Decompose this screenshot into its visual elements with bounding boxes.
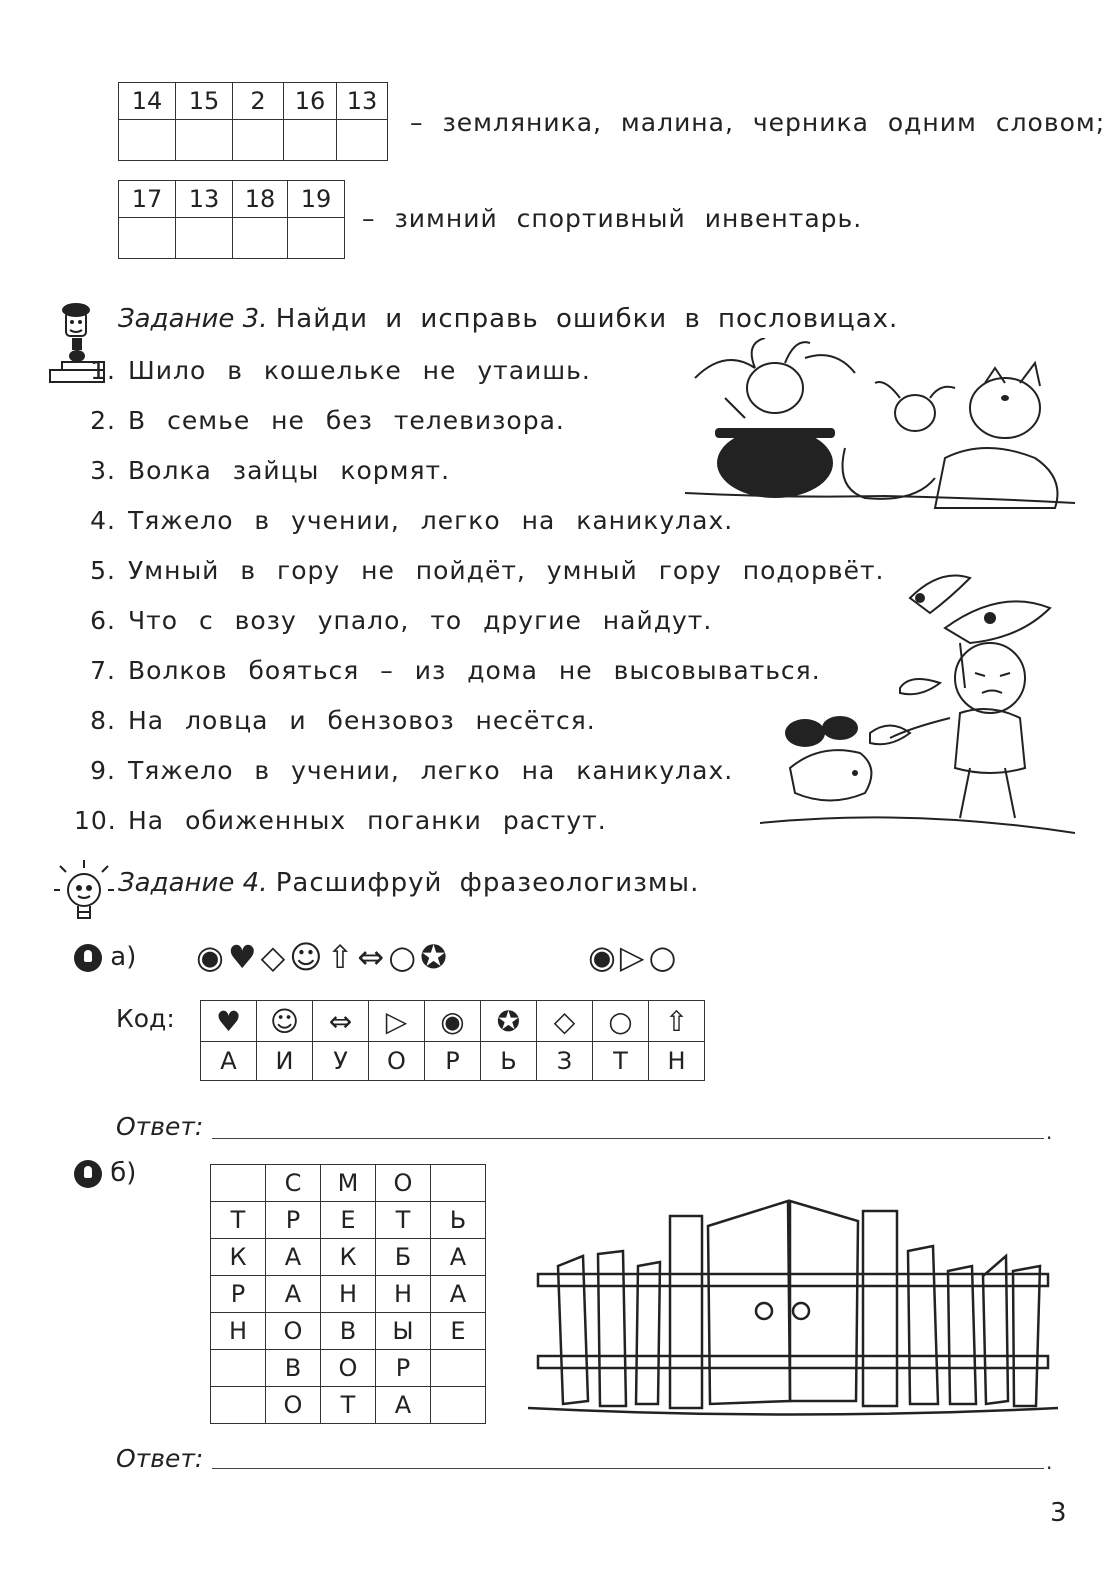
answer-line-b[interactable]: [212, 1468, 1044, 1469]
answer-cell[interactable]: [233, 120, 284, 161]
grid-cell: К: [321, 1239, 376, 1276]
code-symbol: ⇔: [313, 1001, 369, 1042]
code-symbol: ♥: [201, 1001, 257, 1042]
proverb-item: 2. В семье не без телевизора.: [90, 406, 565, 435]
clue-grid-2: [118, 180, 345, 259]
lightbulb-icon: [52, 860, 116, 940]
grid-cell: Т: [376, 1202, 431, 1239]
code-symbol: ☺: [257, 1001, 313, 1042]
proverb-item: 9. Тяжело в учении, легко на каникулах.: [90, 756, 734, 785]
answer-cell[interactable]: [119, 120, 176, 161]
clue-text-1: – земляника, малина, черника одним словом;: [410, 108, 1106, 137]
answer-line-end-dot: .: [1046, 1120, 1053, 1144]
grid-cell: [211, 1165, 266, 1202]
task4-label: Задание 4.: [118, 868, 268, 898]
clue-number: 13: [176, 181, 233, 218]
code-symbol: ◉: [425, 1001, 481, 1042]
answer-line-end-dot: .: [1046, 1450, 1053, 1474]
clue-number: 17: [119, 181, 176, 218]
grid-cell: Ы: [376, 1313, 431, 1350]
grid-cell: А: [431, 1239, 486, 1276]
clue-number: 19: [288, 181, 345, 218]
code-symbol: ✪: [481, 1001, 537, 1042]
grid-cell: [431, 1165, 486, 1202]
boy-mushrooms-hedgehog-illustration: [760, 568, 1075, 850]
grid-cell: [431, 1387, 486, 1424]
grid-cell: А: [266, 1276, 321, 1313]
clue-number: 18: [233, 181, 288, 218]
proverb-item: 1. Шило в кошельке не утаишь.: [90, 356, 591, 385]
proverb-item: 6. Что с возу упало, то другие найдут.: [90, 606, 713, 635]
code-symbol: ◇: [537, 1001, 593, 1042]
page-number: 3: [1050, 1498, 1067, 1528]
cipher-sequence-2: ◉▷○: [588, 938, 681, 976]
grid-cell: Б: [376, 1239, 431, 1276]
rabbits-and-wolf-illustration: [685, 338, 1080, 523]
code-label: Код:: [116, 1004, 175, 1033]
task4-instruction: Расшифруй фразеологизмы.: [275, 868, 700, 898]
grid-cell: Р: [376, 1350, 431, 1387]
difficulty-marker-icon: [74, 1160, 102, 1188]
grid-cell: А: [376, 1387, 431, 1424]
answer-label-b: Ответ:: [116, 1444, 204, 1473]
clue-number: 16: [284, 83, 337, 120]
grid-cell: [211, 1387, 266, 1424]
code-letter: Р: [425, 1042, 481, 1081]
fence-and-gate-illustration: [528, 1196, 1058, 1432]
grid-cell: А: [431, 1276, 486, 1313]
proverb-item: 7. Волков бояться – из дома не высовываться.: [90, 656, 821, 685]
answer-cell[interactable]: [119, 218, 176, 259]
grid-cell: С: [266, 1165, 321, 1202]
grid-cell: Ь: [431, 1202, 486, 1239]
proverb-item: 3. Волка зайцы кормят.: [90, 456, 451, 485]
grid-cell: А: [266, 1239, 321, 1276]
answer-label-a: Ответ:: [116, 1112, 204, 1141]
grid-cell: О: [266, 1387, 321, 1424]
clue-text-2: – зимний спортивный инвентарь.: [362, 204, 863, 233]
part-a-label-row: [74, 942, 136, 972]
grid-cell: О: [266, 1313, 321, 1350]
answer-cell[interactable]: [233, 218, 288, 259]
code-symbol: ⇧: [649, 1001, 705, 1042]
grid-cell: Т: [211, 1202, 266, 1239]
cipher-sequence-1: ◉♥◇☺⇧⇔○✪: [196, 938, 451, 976]
grid-cell: Н: [211, 1313, 266, 1350]
answer-cell[interactable]: [176, 120, 233, 161]
grid-cell: В: [321, 1313, 376, 1350]
task3-instruction: Найди и исправь ошибки в пословицах.: [275, 304, 899, 334]
code-letter: А: [201, 1042, 257, 1081]
answer-cell[interactable]: [176, 218, 233, 259]
code-letter: О: [369, 1042, 425, 1081]
code-letter: Н: [649, 1042, 705, 1081]
grid-cell: [211, 1350, 266, 1387]
grid-cell: Р: [266, 1202, 321, 1239]
letter-grid: [210, 1164, 486, 1424]
grid-cell: Е: [431, 1313, 486, 1350]
grid-cell: В: [266, 1350, 321, 1387]
clue-number: 13: [337, 83, 388, 120]
code-symbol: ▷: [369, 1001, 425, 1042]
code-letter: Ь: [481, 1042, 537, 1081]
proverb-item: 10. На обиженных поганки растут.: [74, 806, 607, 835]
answer-cell[interactable]: [337, 120, 388, 161]
grid-cell: Е: [321, 1202, 376, 1239]
code-symbol: ○: [593, 1001, 649, 1042]
grid-cell: О: [376, 1165, 431, 1202]
clue-grid-1: [118, 82, 388, 161]
answer-cell[interactable]: [288, 218, 345, 259]
grid-cell: Т: [321, 1387, 376, 1424]
clue-number: 2: [233, 83, 284, 120]
code-letter: У: [313, 1042, 369, 1081]
grid-cell: Н: [376, 1276, 431, 1313]
answer-cell[interactable]: [284, 120, 337, 161]
part-b-label: б): [110, 1158, 137, 1188]
task3-heading: [118, 304, 898, 334]
grid-cell: Р: [211, 1276, 266, 1313]
code-letter: Т: [593, 1042, 649, 1081]
proverb-item: 4. Тяжело в учении, легко на каникулах.: [90, 506, 734, 535]
code-letter: З: [537, 1042, 593, 1081]
grid-cell: К: [211, 1239, 266, 1276]
grid-cell: [431, 1350, 486, 1387]
clue-number: 14: [119, 83, 176, 120]
proverb-item: 5. Умный в гору не пойдёт, умный гору подорвёт.: [90, 556, 885, 585]
answer-line-a[interactable]: [212, 1138, 1044, 1139]
code-letter: И: [257, 1042, 313, 1081]
proverb-item: 8. На ловца и бензовоз несётся.: [90, 706, 596, 735]
grid-cell: Н: [321, 1276, 376, 1313]
task3-label: Задание 3.: [118, 304, 268, 334]
part-a-label: а): [110, 942, 137, 972]
grid-cell: О: [321, 1350, 376, 1387]
part-b-label-row: [74, 1158, 136, 1188]
grid-cell: М: [321, 1165, 376, 1202]
clue-number: 15: [176, 83, 233, 120]
code-table: [200, 1000, 705, 1081]
task4-heading: [118, 868, 699, 898]
difficulty-marker-icon: [74, 944, 102, 972]
